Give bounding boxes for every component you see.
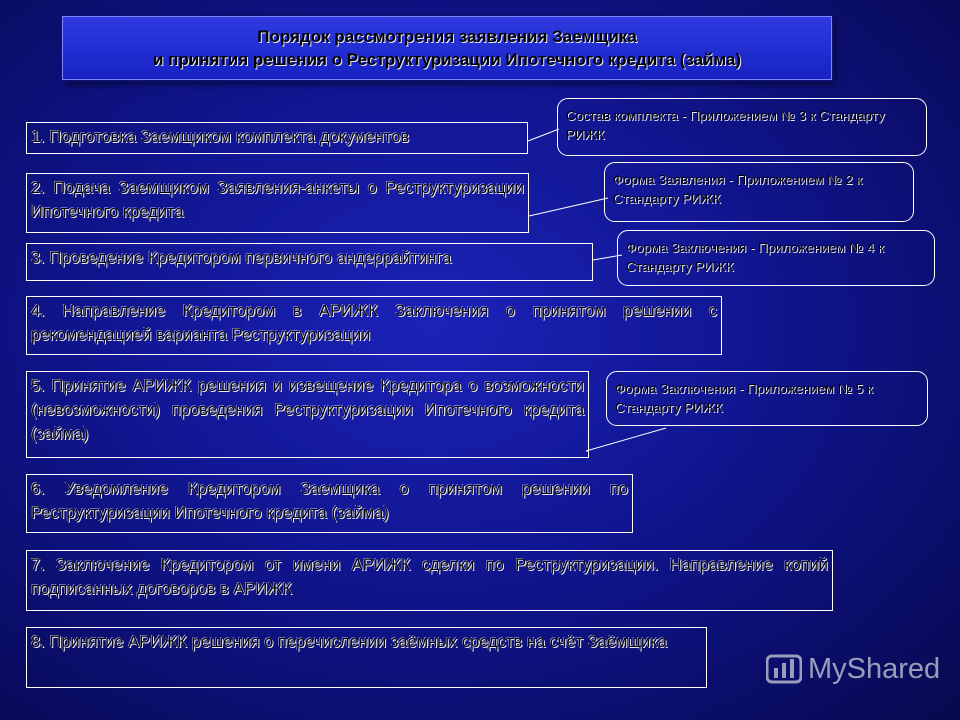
note-1: Состав комплекта - Приложением № 3 к Стандарту РИЖК	[557, 98, 927, 156]
note-5: Форма Заключения - Приложением № 5 к Стандарту РИЖК	[606, 371, 928, 426]
connector-1	[528, 129, 559, 141]
note-2: Форма Заявления - Приложением № 2 к Стандарту РИЖК	[604, 162, 914, 222]
connector-5	[586, 428, 666, 451]
title-line-1: Порядок рассмотрения заявления Заемщика	[257, 27, 637, 46]
connector-2	[529, 198, 608, 216]
step-6: 6. Уведомление Кредитором Заемщика о принятом решении по Реструктуризации Ипотечного кредита (займа)	[26, 474, 633, 533]
step-7: 7. Заключение Кредитором от имени АРИЖК сделки по Реструктуризации. Направление копий подписанных договоров в АРИЖК	[26, 550, 833, 611]
step-2: 2. Подача Заемщиком Заявления-анкеты о Реструктуризации Ипотечного кредита	[26, 173, 529, 233]
step-3: 3. Проведение Кредитором первичного андеррайтинга	[26, 243, 593, 281]
note-3: Форма Заключения - Приложением № 4 к Стандарту РИЖК	[617, 230, 935, 286]
watermark	[766, 652, 940, 686]
watermark-text: MyShared	[808, 652, 941, 685]
title-line-2: и принятия решения о Реструктуризации Ипотечного кредита (займа)	[152, 50, 742, 69]
step-5: 5. Принятие АРИЖК решения и извещение Кредитора о возможности (невозможности) проведения Реструктуризации Ипотечного кредита (займа)	[26, 371, 589, 458]
myshared-logo-icon	[766, 652, 802, 686]
step-4: 4. Направление Кредитором в АРИЖК Заключения о принятом решении с рекомендацией варианта Реструктуризации	[26, 296, 722, 355]
step-8: 8. Принятие АРИЖК решения о перечислении заёмных средств на счёт Заёмщика	[26, 627, 707, 688]
step-1: 1. Подготовка Заемщиком комплекта документов	[26, 122, 528, 154]
